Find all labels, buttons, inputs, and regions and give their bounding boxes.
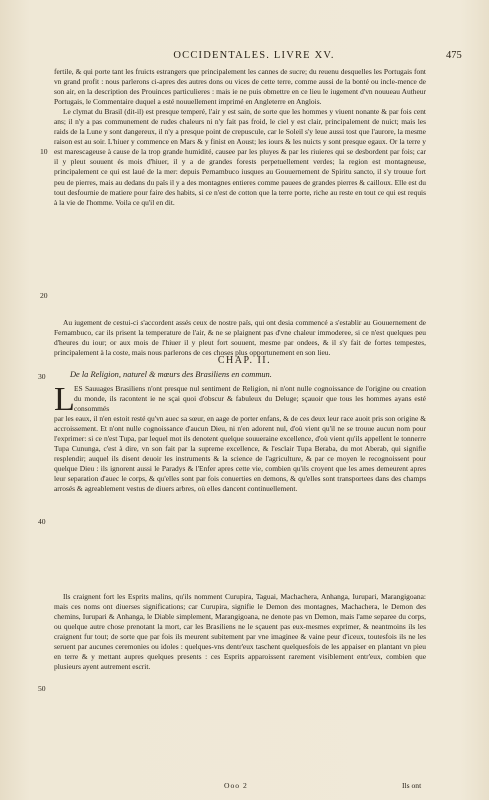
page-number: 475 — [446, 50, 462, 61]
line-number-20: 20 — [40, 291, 48, 300]
body-text-spirits — [54, 592, 426, 672]
chapter-body-text: par les eaux, il n'en estoit resté qu'vn auec sa sœur, en aage de porter enfans, & de ces deux leur race auoit pris son origine & accroissement. Et n'ont nulle cognoissance d'aucun Dieu, ni n'en adorent nul, d'où vient qu'il ne se trouue aucun nom pour l'exprimer: si ce n'est Tupa, par lequel mot ils denotent quelque souueraine excellence, d'où vient qu'ils appellent le tonnerre Tupa Cununga, c'est à dire, vn son fait par la supreme excellence, & l'esclair Tupa Beraba, du mot Aberab, qui signifie resplendir; auquel ils disent deuoir les instruments & la science de l'agriculture, & par ce moyen le recognoissent pour quelque Dieu : ils ignorent aussi le Paradys & l'Enfer apres cette vie, combien qu'ils croyent que les ames demeurent apres leur separation d'auec le corps, & qu'elles sont par fois conuerties en demons, & qu'elles sont transportees dans des champs arrosés & agreablement vestus de diuers arbres, où elles dancent continuellement. — [54, 414, 426, 494]
chapter-lead-text: ES Sauuages Brasiliens n'ont presque nul sentiment de Religion, ni n'ont nulle cognoissance de l'origine ou creation du monde, ils racontent ie ne sçai quoi d'obscur & fabuleux du Deluge; sçauoir que tous les hommes ayans esté consommés — [74, 384, 426, 414]
chapter-subtitle: De la Religion, naturel & mœurs des Brasiliens en commun. — [70, 370, 272, 379]
paragraph-climate: Le clymat du Brasil (dit-il) est presque temperé, l'air y est sain, de sorte que les hommes y viuent nonante & par fois cent ans; il n'y a pas communement de rudes chaleurs ni n'y fait pas froid, le ciel y est clair, principalement de nuict; mais les raids de la Lune y sont dangereux, il n'y a presque point de crepuscule, car le Soleil s'y leue aussi tost que l'aurore, la mesme raison est au soir. L'hiuer y commence en Mars & y finist en Aoust; les iours & les nuicts y sont presque egaux. Or la terre y est marescageuse à cause de la trop grande humidité, causee par les pluyes & par les riuieres qui se desbordent par fois; car il y pleut souuent és mois d'hiuer, il y a de grandes forests perpetuellement verdes; la region est montagneuse, principalement ce qui est laué de la mer: depuis Pernambuco iusques au Gouuernement de Spiritu sancto, il s'y trouue fort peu de pierres, mais au dedans du païs il y a des montagnes entieres comme pauees de grandes pierres & cailloux. Elle est du tout desfournie de matiere pour faire des habits, si ce n'est de cotton que la terre porte, riche au reste en tout ce qui est requis à la vie de l'homme. Voila ce qu'il en dit. — [54, 107, 426, 207]
drop-cap: L — [54, 381, 75, 418]
chapter-body — [54, 414, 426, 494]
body-text-judgement — [54, 318, 426, 358]
paragraph-judgement: Au iugement de cestui-ci s'accordent assés ceux de nostre païs, qui ont desia commencé a s'establir au Gouuernement de Fernambuco, car ils prisent la temperature de l'air, & ne se plaignent pas d'vne chaleur immoderee, si ce n'est quelques peu d'heures du iour; or aux mois de l'hiuer il y pleut fort souuent, mesme par ondees, & il s'y fait de fortes tempestes, principalement à la coste, mais nous parlerons de ces choses plus opportunement en son lieu. — [54, 318, 426, 358]
catchword: Ils ont — [402, 781, 422, 790]
line-number-30: 30 — [38, 372, 46, 381]
line-number-40: 40 — [38, 517, 46, 526]
chapter-heading: CHAP. II. — [217, 355, 272, 366]
chapter-lead — [74, 384, 426, 414]
paragraph-spirits: Ils craignent fort les Esprits malins, qu'ils nomment Curupira, Taguai, Machachera, Anhanga, Iurupari, Marangigoana: mais ces noms ont diuerses significations; car Curupira, signifie le Demon des montagnes, Machachera, le Demon des chemins, Iurupari & Anhanga, le Diable simplement, Marangigoana, ne denote pas vn Demon, mais l'ame separee du corps, ou quelque autre chose prenotant la mort, car les Brasiliens ne le sçauent pas eux-mesmes exprimer, & neantmoins ils les craignent fur tout; de sorte que par fois ils meurent subitement par vne imaginee & vaine peur d'iceux, toutesfois ils ne les seruent par aucunes ceremonies ou idoles : quelques-vns dentr'eux taschent quelquesfois de les appaiser en plantant vn pieu en terre & y mettant aupres quelques presents : ces Esprits apparoissent rarement visiblement entr'eux, combien que plusieurs ayent autrement escrit. — [54, 592, 426, 672]
paragraph-continuation: fertile, & qui porte tant les fruicts estrangers que principalement les cannes de sucre; du reuenu desquelles les Portugais font vn grand profit : nous parlerons ci-apres des autres dons ou vices de cette terre, comme aussi de la bonté ou incle-mence de son air, en la description des Prouinces particulieres : mais ie ne puis obmettre en ce lieu le iugement d'vn nouueau Autheur Portugais, le Commentaire duquel a esté nouuellement imprimé en Angleterre en Anglois. — [54, 67, 426, 107]
running-header: OCCIDENTALES. LIVRE XV. — [173, 50, 335, 61]
line-number-50: 50 — [38, 684, 46, 693]
signature-mark: Ooo 2 — [224, 781, 248, 790]
body-text-upper — [54, 67, 426, 208]
line-number-10: 10 — [40, 147, 48, 156]
